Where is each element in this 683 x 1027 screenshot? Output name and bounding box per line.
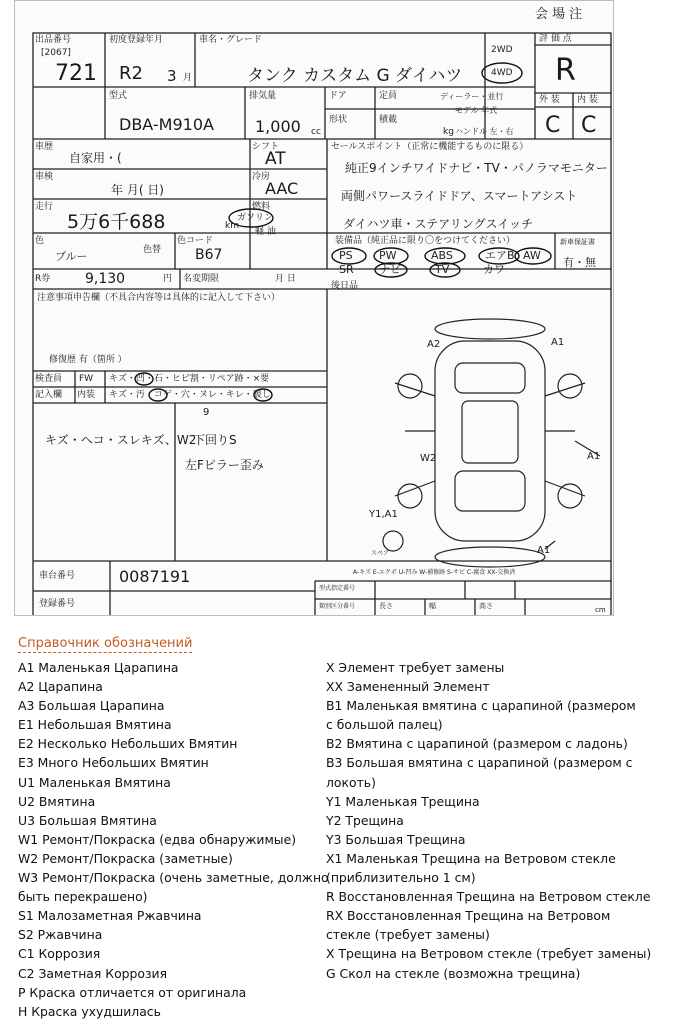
drive-2wd: 2WD xyxy=(491,45,513,55)
legend-item: локоть) xyxy=(326,774,376,790)
inspection-value: 年 月( 日) xyxy=(111,183,164,197)
capacity-label: 定員 xyxy=(379,91,398,101)
recorder-label: 記入欄 xyxy=(35,390,63,400)
legend-item: U2 Вмятина xyxy=(18,793,96,809)
back-seat-label: 後日品 xyxy=(331,281,359,291)
handwritten-note-3: 左Fピラー歪み xyxy=(185,458,264,472)
chassis-label: 車台番号 xyxy=(39,571,76,581)
interior-items: キズ・汚・コゲ・穴・ヌレ・キレ・破し xyxy=(109,390,271,400)
month-label: 月 xyxy=(183,73,193,83)
map-a1-right: A1 xyxy=(587,451,601,462)
legend-item: P Краска отличается от оригинала xyxy=(18,984,247,1000)
map-a1-top: A1 xyxy=(551,337,565,348)
lot-number: 721 xyxy=(55,61,97,86)
score-label: 評 価 点 xyxy=(539,34,572,44)
map-a1-bottom: A1 xyxy=(537,545,551,556)
fuel-gas: ガソリン xyxy=(237,213,274,223)
fuel-diesel: 軽 油 xyxy=(255,227,276,237)
equipment-airbag: エアB xyxy=(485,249,515,262)
new-car-warranty-label: 新車保証書 xyxy=(560,238,595,246)
handwritten-note-2: 下回りS xyxy=(193,433,237,447)
legend-item: W3 Ремонт/Покраска (очень заметные, должно xyxy=(18,870,329,886)
fw-items: キズ・凹・石・ヒビ割・リペア跡・×要 xyxy=(109,374,270,384)
legend-item: B3 Большая вмятина с царапиной (размером с xyxy=(326,755,633,771)
equipment-navi: ナビ xyxy=(379,263,401,276)
model-name-label: 車名・グレード xyxy=(199,35,263,45)
inspection-label: 車検 xyxy=(35,172,54,182)
legend-item: X Элемент требует замены xyxy=(326,660,505,675)
width-label: 幅 xyxy=(429,602,436,610)
km-label: km xyxy=(225,221,239,231)
color-change-label: 色替 xyxy=(143,245,162,255)
legend-title: Справочник обозначений xyxy=(18,636,193,651)
small-number: 9 xyxy=(203,407,210,418)
legend-item: E1 Небольшая Вмятина xyxy=(18,717,172,733)
legend-item: W1 Ремонт/Покраска (едва обнаружимые) xyxy=(18,831,297,847)
legend-left-column xyxy=(18,658,329,1021)
lot-label: 出品番号 xyxy=(35,35,72,45)
type-label: 型式 xyxy=(109,91,128,101)
cm-label: cm xyxy=(595,606,606,614)
equipment-label: 装備品（純正品に限り〇をつけてください） xyxy=(335,236,516,246)
selling-line-2: 両側パワースライドドア、スマートアシスト xyxy=(341,189,578,203)
repair-history-label: 修復歴 有（箇所 ） xyxy=(49,355,127,365)
equipment-leather: カワ xyxy=(483,263,505,276)
interior-row-label: 内装 xyxy=(77,390,96,400)
header-stamp: 会 場 注 xyxy=(535,7,583,22)
shift-label: シフト xyxy=(252,142,280,152)
selling-line-3: ダイハツ車・ステアリングスイッチ xyxy=(343,217,533,231)
recycle-value: 9,130 xyxy=(85,271,126,287)
kg-label: kg xyxy=(443,127,454,137)
legend-item: E3 Много Небольших Вмятин xyxy=(18,755,209,771)
warranty-value: 有・無 xyxy=(563,256,596,269)
name-change-value: 月 日 xyxy=(275,274,296,284)
selling-points-label: セールスポイント（正常に機能するものに限る） xyxy=(331,142,529,152)
legend-item: быть перекрашено) xyxy=(18,889,148,905)
equipment-pw: PW xyxy=(379,249,397,262)
equipment-aw: AW xyxy=(523,249,541,262)
displacement-label: 排気量 xyxy=(249,91,277,101)
designation-label: 型式指定番号 xyxy=(319,585,356,592)
legend-item: XX Замененный Элемент xyxy=(326,679,490,695)
legend-item: U3 Большая Вмятина xyxy=(18,812,157,828)
auction-sheet xyxy=(14,0,614,616)
legend-item: X Трещина на Ветровом стекле (требует замены) xyxy=(326,946,652,962)
shift-value: AT xyxy=(265,149,286,169)
first-reg-year: R2 xyxy=(119,63,143,84)
cc-label: cc xyxy=(311,127,321,137)
legend-item: B1 Маленькая вмятина с царапиной (размером xyxy=(326,698,636,714)
handwritten-note-1: キズ・ヘコ・スレキズ、W2 xyxy=(45,433,197,447)
fuel-label: 燃料 xyxy=(252,202,271,212)
exterior-grade: C xyxy=(545,113,561,138)
color-value: ブルー xyxy=(55,250,88,263)
first-reg-month: 3 xyxy=(167,67,177,85)
chassis-value: 0087191 xyxy=(119,567,191,586)
legend-item: C1 Коррозия xyxy=(18,946,101,962)
mileage-value: 5万6千688 xyxy=(67,211,166,233)
legend-item: Y3 Большая Трещина xyxy=(326,831,466,847)
map-spare: スペア xyxy=(371,550,390,557)
yen-label: 円 xyxy=(163,274,173,284)
legend-item: S1 Малозаметная Ржавчина xyxy=(18,908,202,924)
equipment-tv: TV xyxy=(435,263,450,276)
legend-item: Y1 Маленькая Трещина xyxy=(326,793,480,809)
damage-code-legend: A-キズ E-エクボ U-凹み W-補修跡 S-サビ C-腐食 XX-交換済 xyxy=(353,569,516,576)
legend-item: Y2 Трещина xyxy=(326,812,404,828)
category-label: 類別区分番号 xyxy=(319,603,356,610)
usage-value: 自家用・( xyxy=(69,151,122,165)
equipment-sr: SR xyxy=(339,263,354,276)
color-code-label: 色コード xyxy=(177,236,214,246)
exterior-label: 外 装 xyxy=(539,95,560,105)
legend-item: W2 Ремонт/Покраска (заметные) xyxy=(18,850,233,866)
interior-grade: C xyxy=(581,113,597,138)
legend-item: RX Восстановленная Трещина на Ветровом xyxy=(326,908,611,924)
car-diagram xyxy=(383,319,600,567)
legend-item: (приблизительно 1 см) xyxy=(326,870,476,886)
model-code: DBA-M910A xyxy=(119,115,214,134)
score-value: R xyxy=(555,53,576,88)
legend-item: с большой палец) xyxy=(326,717,443,733)
name-change-label: 名変期限 xyxy=(183,274,220,284)
selling-line-1: 純正9インチワイドナビ・TV・パノラマモニター xyxy=(345,161,608,175)
length-label: 長さ xyxy=(379,602,393,610)
fw-label: FW xyxy=(79,374,94,384)
legend-item: стекле (требует замены) xyxy=(326,927,490,943)
sheet-grid-lines xyxy=(15,1,614,616)
legend-item: A2 Царапина xyxy=(18,679,103,695)
legend-item: A1 Маленькая Царапина xyxy=(18,660,179,675)
registration-label: 登録番号 xyxy=(39,599,76,609)
legend-item: B2 Вмятина с царапиной (размером с ладонь) xyxy=(326,736,628,752)
doors-label: ドア xyxy=(329,91,347,101)
ac-label: 冷房 xyxy=(252,172,271,182)
color-code: B67 xyxy=(195,247,223,263)
recycle-label: R券 xyxy=(35,274,51,284)
mileage-label: 走行 xyxy=(35,202,54,212)
height-label: 高さ xyxy=(479,602,493,610)
lot-small-number: [2067] xyxy=(41,48,71,58)
legend-right-column xyxy=(326,658,651,983)
interior-label: 内 装 xyxy=(577,95,598,105)
drive-4wd: 4WD xyxy=(491,68,513,78)
legend-item: S2 Ржавчина xyxy=(18,927,103,943)
displacement-value: 1,000 xyxy=(255,117,301,136)
map-y1: Y1,A1 xyxy=(369,509,398,520)
legend-item: A3 Большая Царапина xyxy=(18,698,165,714)
first-reg-label: 初度登録年月 xyxy=(109,35,164,45)
usage-label: 車歴 xyxy=(35,142,54,152)
legend-item: X1 Маленькая Трещина на Ветровом стекле xyxy=(326,850,616,866)
notes-label: 注意事項申告欄（不具合内容等は具体的に記入して下さい） xyxy=(37,293,281,303)
legend-item: U1 Маленькая Вмятина xyxy=(18,774,171,790)
ac-value: AAC xyxy=(265,179,299,198)
model-year-label: モデル 年式 xyxy=(455,106,498,115)
map-a2: A2 xyxy=(427,339,441,350)
load-label: 積載 xyxy=(379,115,398,125)
shape-label: 形状 xyxy=(329,115,348,125)
model-name: タンク カスタム G ダイハツ xyxy=(247,66,463,86)
legend-item: R Восстановленная Трещина на Ветровом стекле xyxy=(326,889,651,905)
legend-item: C2 Заметная Коррозия xyxy=(18,965,168,981)
dealer-label: ディーラー・並行 xyxy=(440,92,504,101)
legend-item: H Краска ухудшилась xyxy=(18,1003,161,1019)
handle-label: ハンドル 左・右 xyxy=(455,127,514,136)
map-w2: W2 xyxy=(420,453,437,464)
legend-item: E2 Несколько Небольших Вмятин xyxy=(18,736,238,752)
equipment-abs: ABS xyxy=(431,249,453,262)
color-label: 色 xyxy=(35,236,45,246)
inspector-label: 検査員 xyxy=(35,374,63,384)
legend-item: G Скол на стекле (возможна трещина) xyxy=(326,965,581,981)
equipment-ps: PS xyxy=(339,249,353,262)
